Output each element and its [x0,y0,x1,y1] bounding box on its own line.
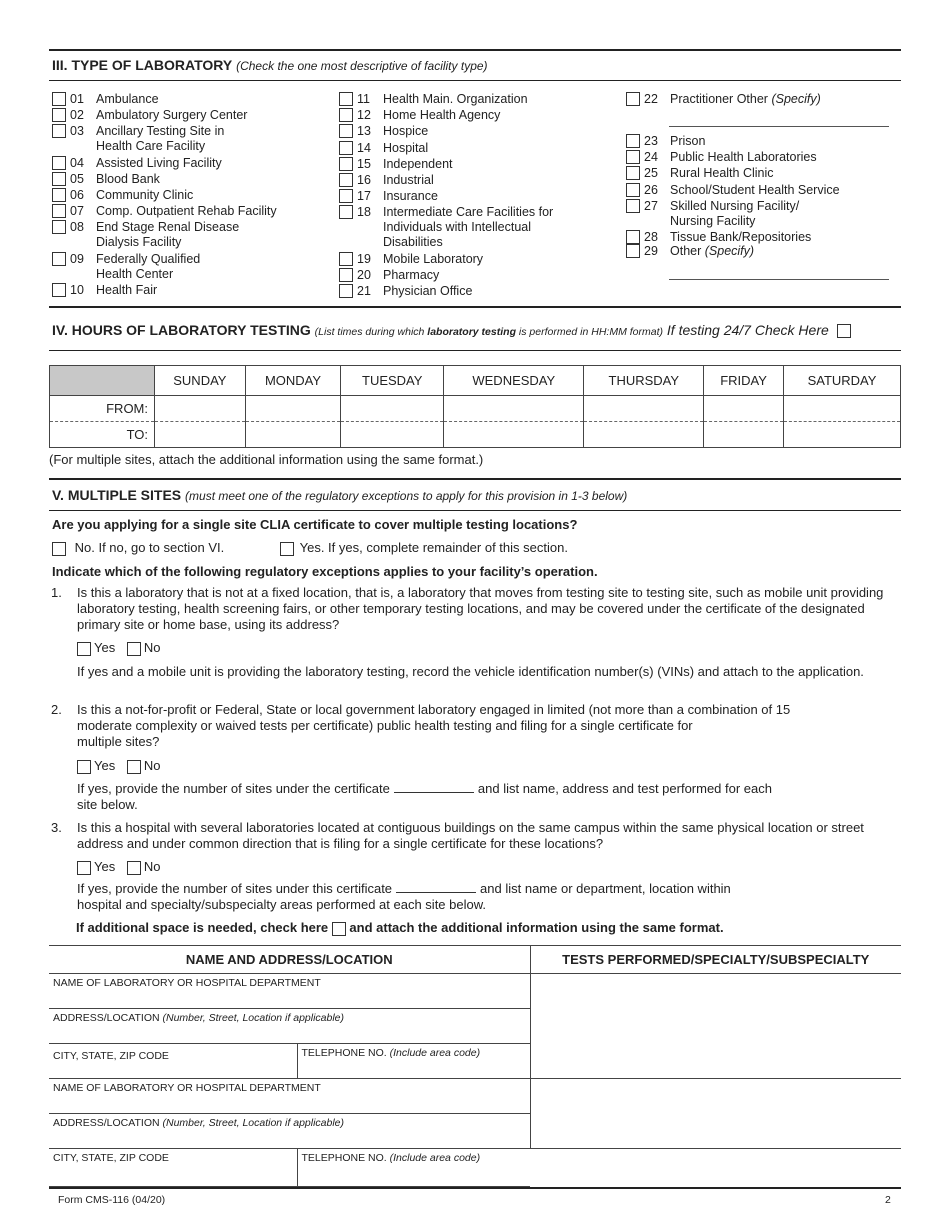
lab-type-code: 06 [70,188,84,202]
single-site-yes-checkbox[interactable] [280,542,294,556]
lab-type-code: 18 [357,205,371,220]
lab-type-label-line: Insurance [383,189,438,204]
lab-type-code: 28 [644,230,658,244]
lab-type-label-line: Assisted Living Facility [96,155,222,170]
lab-type-checkbox[interactable] [52,283,66,297]
lab-type-label [96,92,159,107]
lab-type-label [96,124,224,154]
section5-title-rule [49,510,901,511]
lab-type-checkbox[interactable] [52,124,66,138]
site-name-field[interactable]: NAME OF LABORATORY OR HOSPITAL DEPARTMENT [49,974,530,1009]
lab-type-code: 17 [357,189,371,204]
lab-type-label-line: Comp. Outpatient Rehab Facility [96,204,277,219]
single-site-no-option[interactable] [52,540,224,556]
lab-type-label [383,189,438,204]
section3-title-rule [49,80,901,81]
site-2-tests-blank [530,1149,901,1187]
lab-type-code: 26 [644,182,658,197]
section3-top-rule [49,49,901,51]
no-label: No [143,859,161,874]
lab-type-code: 29 [644,244,658,258]
day-header: MONDAY [245,366,341,396]
question-1-note: If yes and a mobile unit is providing the laboratory testing, record the vehicle identification number(s) (VINs) and attach to the application. [77,664,864,679]
lab-type-checkbox[interactable] [339,141,353,155]
lab-type-label [96,204,277,219]
section3-bottom-rule [49,306,901,308]
day-header: WEDNESDAY [444,366,584,396]
lab-type-label [96,156,222,171]
site-2-tests-field[interactable] [530,1079,901,1149]
from-time-cell[interactable] [584,396,704,422]
lab-type-code: 11 [357,92,370,106]
lab-type-code: 08 [70,220,84,235]
lab-type-label-line: Blood Bank [96,171,160,186]
lab-type-label-line: Pharmacy [383,267,440,282]
lab-type-checkbox[interactable] [626,92,640,106]
lab-type-label [670,199,799,229]
yes-label: Yes [94,859,116,874]
lab-type-label-line: End Stage Renal Disease [96,220,240,235]
single-site-no-checkbox[interactable] [52,542,66,556]
from-time-cell[interactable] [155,396,246,422]
lab-type-label [96,220,239,250]
lab-type-label-line: School/Student Health Service [670,182,840,197]
lab-type-checkbox[interactable] [52,92,66,106]
lab-type-label: Other (Specify) [670,244,755,258]
hours-from-row [50,396,901,422]
lab-type-label [383,92,528,107]
lab-type-code: 13 [357,124,371,139]
lab-type-label-line: Hospital [383,140,429,155]
lab-type-label-line: Industrial [383,173,434,187]
section3-title: III. TYPE OF LABORATORY (Check the one most descriptive of facility type) [52,57,488,73]
lab-type-checkbox[interactable] [339,157,353,171]
lab-type-checkbox[interactable] [52,188,66,202]
day-header: FRIDAY [704,366,784,396]
question-2-sites-count-field[interactable] [394,782,474,793]
lab-type-code: 16 [357,173,371,187]
lab-type-code: 14 [357,140,371,155]
lab-type-label [96,252,200,282]
lab-type-code: 15 [357,156,371,171]
from-time-cell[interactable] [245,396,341,422]
site-phone-field[interactable]: TELEPHONE NO. (Include area code) [297,1149,530,1187]
lab-type-label-line: Physician Office [383,284,473,298]
lab-type-label-line: Disabilities [383,235,443,250]
site-city-field[interactable]: CITY, STATE, ZIP CODE [49,1149,297,1187]
lab-type-label-line: Nursing Facility [670,213,756,228]
lab-type-label [670,183,840,198]
hours-corner-cell [50,366,155,396]
lab-type-label-line: Public Health Laboratories [670,150,817,165]
lab-type-code: 24 [644,150,658,165]
lab-type-label [383,284,472,299]
question-2-number: 2. [51,702,62,717]
lab-type-checkbox[interactable] [52,252,66,266]
lab-type-label-line: Rural Health Clinic [670,166,774,181]
from-label: FROM: [50,396,155,422]
sites-table [49,945,901,1187]
question-3-sites-count-field[interactable] [396,882,476,893]
page-number: 2 [885,1194,891,1206]
yes-label: Yes [94,640,116,655]
lab-type-label-line: Dialysis Facility [96,235,182,250]
lab-type-label-line: Prison [670,134,706,148]
exceptions-instruction: Indicate which of the following regulatory exceptions applies to your facility’s operation. [52,564,598,579]
question-2-text [77,702,903,750]
lab-type-label-line: Health Center [96,266,174,281]
day-header: THURSDAY [584,366,704,396]
lab-type-label-line: Tissue Bank/Repositories [670,230,812,244]
lab-type-code: 05 [70,171,84,186]
question-1-yes-checkbox[interactable] [77,642,91,656]
testing-24-7-checkbox[interactable] [837,324,851,338]
site-phone-field[interactable]: TELEPHONE NO. (Include area code) [297,1044,530,1079]
question-3-number: 3. [51,820,62,835]
lab-type-code: 09 [70,251,84,266]
lab-type-checkbox[interactable] [339,268,353,282]
footer-rule [49,1187,901,1189]
lab-type-label [96,172,160,187]
section4-title-rule [49,350,901,351]
lab-type-label [383,141,428,156]
site-city-field[interactable]: CITY, STATE, ZIP CODE [49,1044,297,1079]
to-time-cell[interactable] [245,422,341,448]
lab-type-label [96,108,247,123]
site-2-city-row [49,1149,901,1187]
question-3-text: Is this a hospital with several laboratories located at contiguous buildings on the same campus within the same physical location or street address and under common direction that is filing for a single certificate for these locations? [77,820,864,851]
additional-space-line: If additional space is needed, check here and attach the additional information using the same format. [76,920,724,935]
lab-type-label-line: Independent [383,156,453,171]
lab-type-code: 03 [70,124,84,139]
lab-type-checkbox[interactable] [339,252,353,266]
lab-type-checkbox[interactable] [52,220,66,234]
section5-title: V. MULTIPLE SITES (must meet one of the regulatory exceptions to apply for this provision in 1-3 below) [52,487,628,503]
section5-top-rule [49,478,901,480]
to-time-cell[interactable] [341,422,444,448]
form-number: Form CMS-116 (04/20) [58,1194,166,1206]
lab-type-label [670,230,811,245]
tests-performed-header: TESTS PERFORMED/SPECIALTY/SUBSPECIALTY [530,946,901,974]
to-time-cell[interactable] [444,422,584,448]
single-site-no-label: No. If no, go to section VI. [74,540,225,555]
lab-type-checkbox[interactable] [339,124,353,138]
lab-type-code: 20 [357,267,371,282]
site-name-field[interactable]: NAME OF LABORATORY OR HOSPITAL DEPARTMENT [49,1079,530,1114]
site-1-tests-field[interactable] [530,974,901,1079]
lab-type-checkbox[interactable] [339,284,353,298]
from-time-cell[interactable] [341,396,444,422]
lab-type-label-line: Ambulatory Surgery Center [96,108,248,123]
lab-type-label-line: Federally Qualified [96,251,201,266]
lab-type-label [383,252,483,267]
lab-type-label [383,108,500,123]
lab-type-label-line: Ancillary Testing Site in [96,124,225,139]
question-3-no-checkbox[interactable] [127,861,141,875]
site-1-name-row [49,974,901,1009]
single-site-yes-option[interactable] [280,540,568,556]
lab-type-checkbox[interactable] [626,150,640,164]
yes-label: Yes [94,758,116,773]
question-1-text: Is this a laboratory that is not at a fixed location, that is, a laboratory that moves from testing site to testing site, such as mobile unit providing laboratory testing, health screening fairs, or other temporary testing locations, and may be covered under the certificate of the designated primary site or home base, using its address? [77,585,884,632]
lab-type-label [670,134,705,149]
lab-type-label [96,283,157,298]
no-label: No [143,640,161,655]
no-label: No [143,758,161,773]
single-site-yes-label: Yes. If yes, complete remainder of this section. [299,540,568,555]
question-2-no-checkbox[interactable] [127,760,141,774]
lab-type-checkbox[interactable] [626,183,640,197]
section4-title: IV. HOURS OF LABORATORY TESTING (List times during which laboratory testing is performed in HH:MM format) If testing 24/7 Check Here [52,322,851,338]
lab-type-label-line: Mobile Laboratory [383,251,484,266]
lab-type-checkbox[interactable] [52,172,66,186]
question-2-yes-checkbox[interactable] [77,760,91,774]
question-3-yes-no [77,859,160,875]
lab-type-label-line: Individuals with Intellectual [383,220,531,235]
to-time-cell[interactable] [155,422,246,448]
practitioner-specify-line[interactable] [669,126,889,127]
lab-type-checkbox[interactable] [339,173,353,187]
question-3-note: If yes, provide the number of sites under this certificate and list name or department, location within hospital and specialty/subspecialty areas performed at each site below. [77,881,731,912]
lab-type-label [383,268,439,283]
lab-type-checkbox[interactable] [339,108,353,122]
from-time-cell[interactable] [444,396,584,422]
to-time-cell[interactable] [784,422,901,448]
to-time-cell[interactable] [704,422,784,448]
lab-type-label-line: Health Main. Organization [383,92,528,106]
lab-type-checkbox[interactable] [626,166,640,180]
lab-type-checkbox[interactable] [339,205,353,219]
lab-type-label [383,205,553,250]
sites-header-row [49,946,901,974]
hours-note: (For multiple sites, attach the additional information using the same format.) [49,452,484,467]
question-2-yes-no [77,758,160,774]
lab-type-code: 21 [357,284,371,298]
lab-type-code: 02 [70,108,84,123]
site-2-name-row [49,1079,901,1114]
lab-type-label-line: Hospice [383,124,429,139]
lab-type-label [383,124,428,139]
question-2-line: multiple sites? [77,734,160,749]
hours-table [49,365,901,448]
lab-type-label: Practitioner Other (Specify) [670,92,821,106]
question-2-line: moderate complexity or waived tests per certificate) public health testing and filing for a single certificate for [77,718,693,733]
lab-type-checkbox[interactable] [339,92,353,106]
question-1-number: 1. [51,585,62,600]
lab-type-checkbox[interactable] [339,189,353,203]
lab-type-code: 25 [644,166,658,181]
lab-type-code: 23 [644,134,658,148]
to-time-cell[interactable] [584,422,704,448]
lab-type-label-line: Ambulance [96,92,159,106]
lab-type-label-line: Community Clinic [96,188,194,202]
multiple-sites-question: Are you applying for a single site CLIA certificate to cover multiple testing locations? [52,517,578,532]
lab-type-label [96,188,193,203]
site-address-field[interactable]: ADDRESS/LOCATION (Number, Street, Location if applicable) [49,1114,530,1149]
lab-type-code: 07 [70,204,84,219]
lab-type-checkbox[interactable] [626,230,640,244]
hours-header-row [50,366,901,396]
lab-type-label-line: Intermediate Care Facilities for [383,205,554,220]
lab-type-code: 12 [357,108,371,123]
to-label: TO: [50,422,155,448]
lab-type-checkbox[interactable] [626,199,640,213]
lab-type-checkbox[interactable] [52,204,66,218]
lab-type-code: 27 [644,198,658,213]
lab-type-label [383,173,434,188]
lab-type-code: 01 [70,92,84,106]
day-header: TUESDAY [341,366,444,396]
from-time-cell[interactable] [704,396,784,422]
lab-type-checkbox[interactable] [52,156,66,170]
lab-type-label-line: Skilled Nursing Facility/ [670,198,800,213]
lab-type-label [670,166,774,181]
question-3-yes-checkbox[interactable] [77,861,91,875]
lab-type-checkbox[interactable] [52,108,66,122]
other-specify-line[interactable] [669,279,889,280]
lab-type-checkbox[interactable] [626,134,640,148]
lab-type-label [383,157,453,172]
additional-space-checkbox[interactable] [332,922,346,936]
question-2-note: If yes, provide the number of sites under the certificate and list name, address and test performed for each site below. [77,781,772,812]
site-address-field[interactable]: ADDRESS/LOCATION (Number, Street, Location if applicable) [49,1009,530,1044]
name-address-header: NAME AND ADDRESS/LOCATION [49,946,530,974]
hours-to-row [50,422,901,448]
day-header: SUNDAY [155,366,246,396]
question-1-no-checkbox[interactable] [127,642,141,656]
question-1-yes-no [77,640,160,656]
lab-type-code: 19 [357,251,371,266]
lab-type-label-line: Health Care Facility [96,139,206,154]
lab-type-code: 04 [70,155,84,170]
day-header: SATURDAY [784,366,901,396]
lab-type-label-line: Health Fair [96,282,158,297]
lab-type-label-line: Home Health Agency [383,108,501,123]
lab-type-code: 10 [70,282,84,297]
question-2-line: Is this a not-for-profit or Federal, State or local government laboratory engaged in limited (not more than a combination of 15 [77,702,791,717]
testing-24-7-label: If testing 24/7 Check Here [666,322,829,338]
from-time-cell[interactable] [784,396,901,422]
lab-type-checkbox[interactable] [626,244,640,258]
lab-type-code: 22 [644,92,658,106]
lab-type-label [670,150,817,165]
